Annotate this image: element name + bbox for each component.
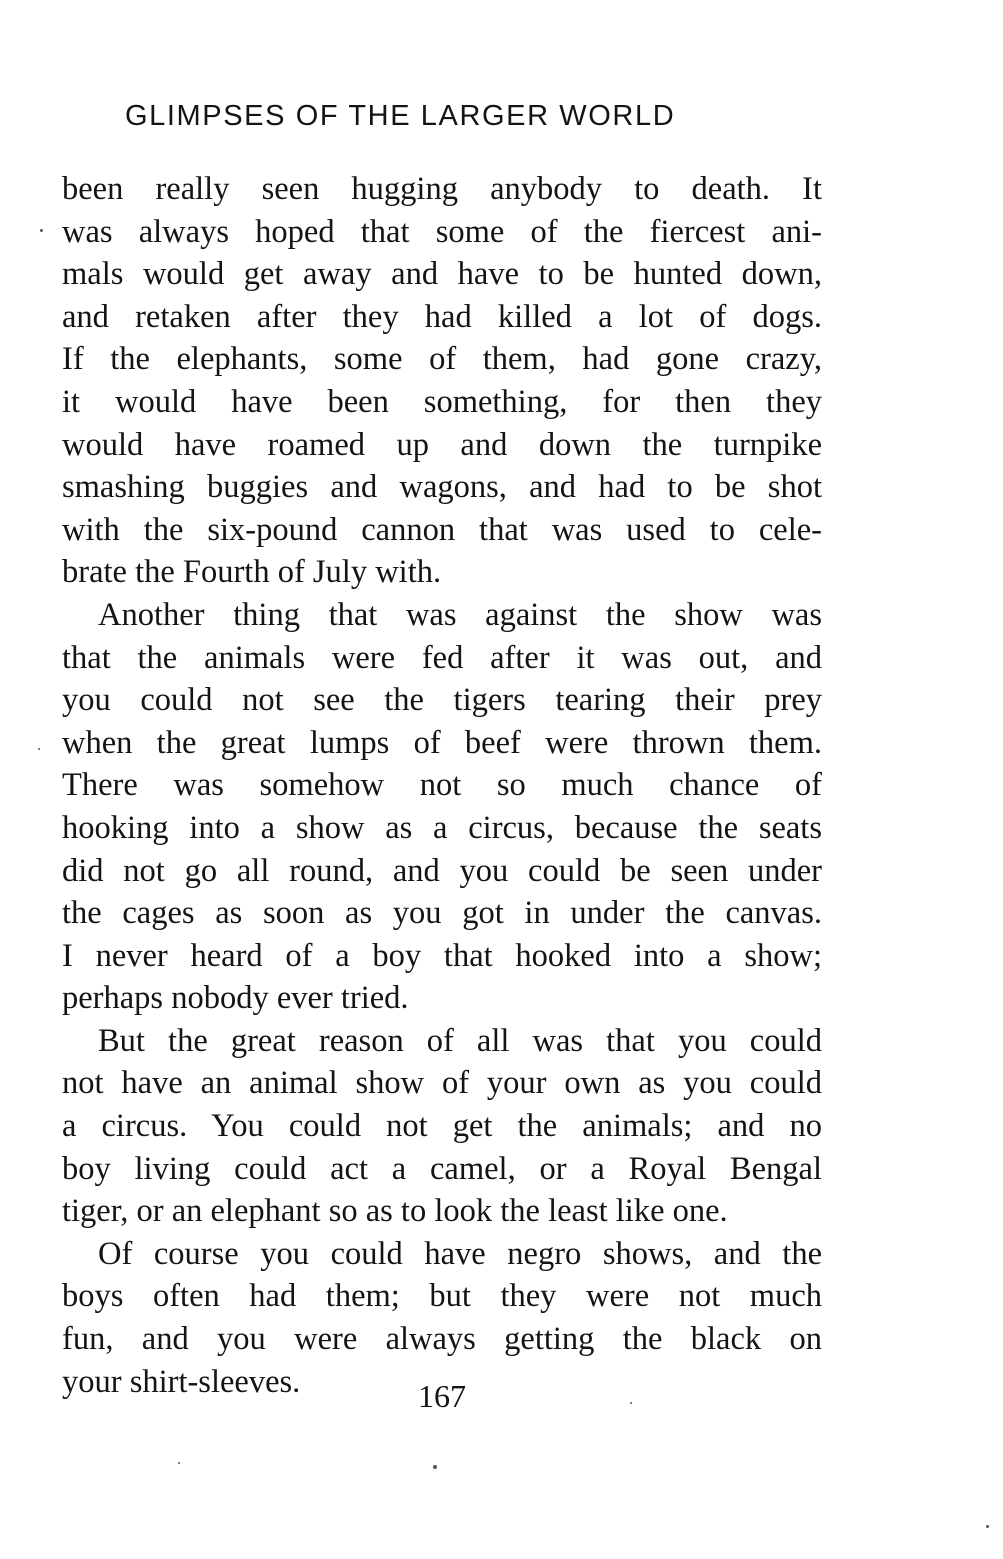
text-line: the cages as soon as you got in under the canvas. xyxy=(62,895,822,932)
text-line: it would have been something, for then they xyxy=(62,383,822,420)
paragraph xyxy=(62,168,822,594)
paragraph xyxy=(62,1020,822,1233)
text-line: smashing buggies and wagons, and had to be shot xyxy=(62,469,822,506)
text-line: But the great reason of all was that you could xyxy=(98,1022,822,1059)
text-line: There was somehow not so much chance of xyxy=(62,767,822,804)
text-line: boy living could act a camel, or a Royal Bengal xyxy=(62,1150,822,1187)
text-line: boys often had them; but they were not much xyxy=(62,1278,822,1315)
text-line: you could not see the tigers tearing their prey xyxy=(62,682,822,719)
scan-speck xyxy=(38,748,40,750)
text-line: tiger, or an elephant so as to look the least like one. xyxy=(62,1193,728,1230)
text-line: your shirt-sleeves. xyxy=(62,1363,301,1400)
page-number: 167 xyxy=(418,1378,466,1414)
text-line: that the animals were fed after it was out, and xyxy=(62,639,822,676)
text-line: mals would get away and have to be hunted down, xyxy=(62,256,822,293)
text-line: I never heard of a boy that hooked into a show; xyxy=(62,937,822,974)
scan-speck xyxy=(40,229,43,232)
text-line: been really seen hugging anybody to death. It xyxy=(62,171,822,207)
text-line: perhaps nobody ever tried. xyxy=(62,980,409,1017)
body-text xyxy=(62,168,822,1403)
text-line: when the great lumps of beef were thrown them. xyxy=(62,724,822,761)
paragraph xyxy=(62,594,822,1020)
text-line: and retaken after they had killed a lot of dogs. xyxy=(62,298,822,335)
scan-speck xyxy=(178,1462,180,1464)
text-line: If the elephants, some of them, had gone crazy, xyxy=(62,341,822,378)
text-line: fun, and you were always getting the black on xyxy=(62,1321,822,1358)
scan-speck xyxy=(630,1402,632,1404)
text-line: Another thing that was against the show was xyxy=(98,596,822,633)
text-line: hooking into a show as a circus, because the seats xyxy=(62,809,822,846)
text-line: with the six-pound cannon that was used to cele- xyxy=(62,511,822,548)
text-line: brate the Fourth of July with. xyxy=(62,554,442,591)
text-line: did not go all round, and you could be seen under xyxy=(62,852,822,889)
text-line: was always hoped that some of the fiercest ani- xyxy=(62,213,822,250)
running-head: GLIMPSES OF THE LARGER WORLD xyxy=(125,100,676,132)
scan-speck xyxy=(433,1465,437,1469)
scan-speck xyxy=(986,1525,989,1528)
text-line: a circus. You could not get the animals; and no xyxy=(62,1108,822,1145)
text-line: would have roamed up and down the turnpike xyxy=(62,426,822,463)
text-line: Of course you could have negro shows, and the xyxy=(98,1235,822,1272)
text-line: not have an animal show of your own as you could xyxy=(62,1065,822,1102)
